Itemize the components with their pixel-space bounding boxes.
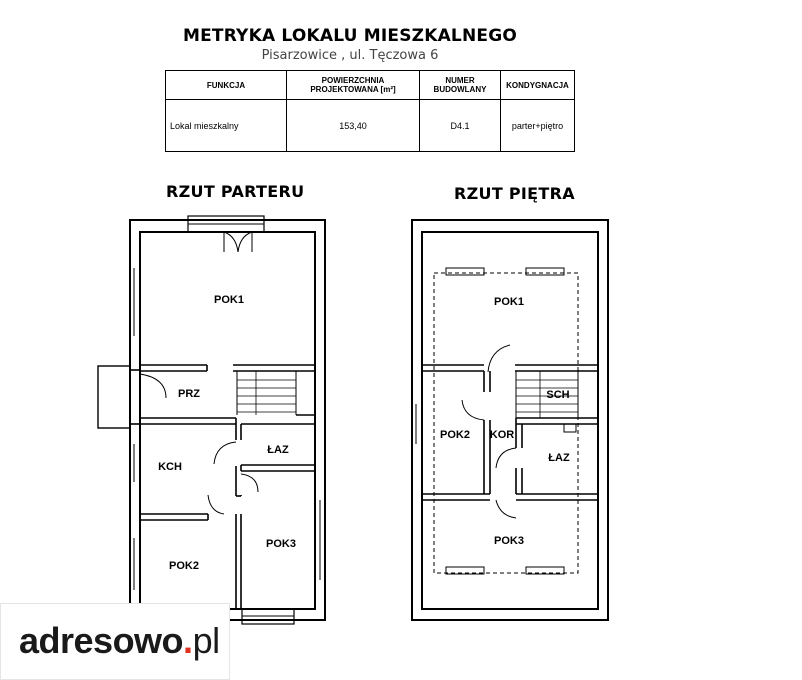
cell-storey: parter+piętro [501, 100, 575, 152]
logo-dot: . [183, 620, 193, 661]
header-area: POWIERZCHNIA PROJEKTOWANA [m²] [287, 71, 420, 100]
logo-name: adresowo [19, 620, 184, 661]
ground-floor-plan [98, 216, 325, 624]
adresowo-logo[interactable] [0, 603, 230, 680]
room-label-pok3-ground: POK3 [266, 538, 296, 550]
upper-floor-plan [412, 220, 608, 620]
room-label-pok3-upper: POK3 [494, 535, 524, 547]
room-label-sch: SCH [546, 389, 570, 401]
cell-building-number: D4.1 [420, 100, 501, 152]
logo-tld: pl [192, 620, 220, 661]
address-subtitle: Pisarzowice , ul. Tęczowa 6 [261, 48, 439, 63]
logo-text [19, 620, 220, 662]
room-label-pok1-upper: POK1 [494, 296, 524, 308]
room-label-kch: KCH [158, 461, 182, 473]
room-label-kor: KOR [489, 429, 515, 441]
cell-function: Lokal mieszkalny [166, 100, 287, 152]
room-label-pok2-upper: POK2 [440, 429, 470, 441]
room-label-laz-ground: ŁAZ [267, 444, 289, 456]
room-label-prz: PRZ [178, 388, 200, 400]
header-building-number: NUMER BUDOWLANY [420, 71, 501, 100]
room-label-pok2-ground: POK2 [169, 560, 199, 572]
cell-area: 153,40 [287, 100, 420, 152]
room-label-laz-upper: ŁAZ [548, 452, 570, 464]
header-function: FUNKCJA [166, 71, 287, 100]
room-label-pok1-ground: POK1 [214, 294, 244, 306]
page-title: METRYKA LOKALU MIESZKALNEGO [182, 26, 518, 46]
ground-floor-title: RZUT PARTERU [166, 182, 305, 201]
upper-floor-title: RZUT PIĘTRA [454, 184, 575, 203]
header-storey: KONDYGNACJA [501, 71, 575, 100]
